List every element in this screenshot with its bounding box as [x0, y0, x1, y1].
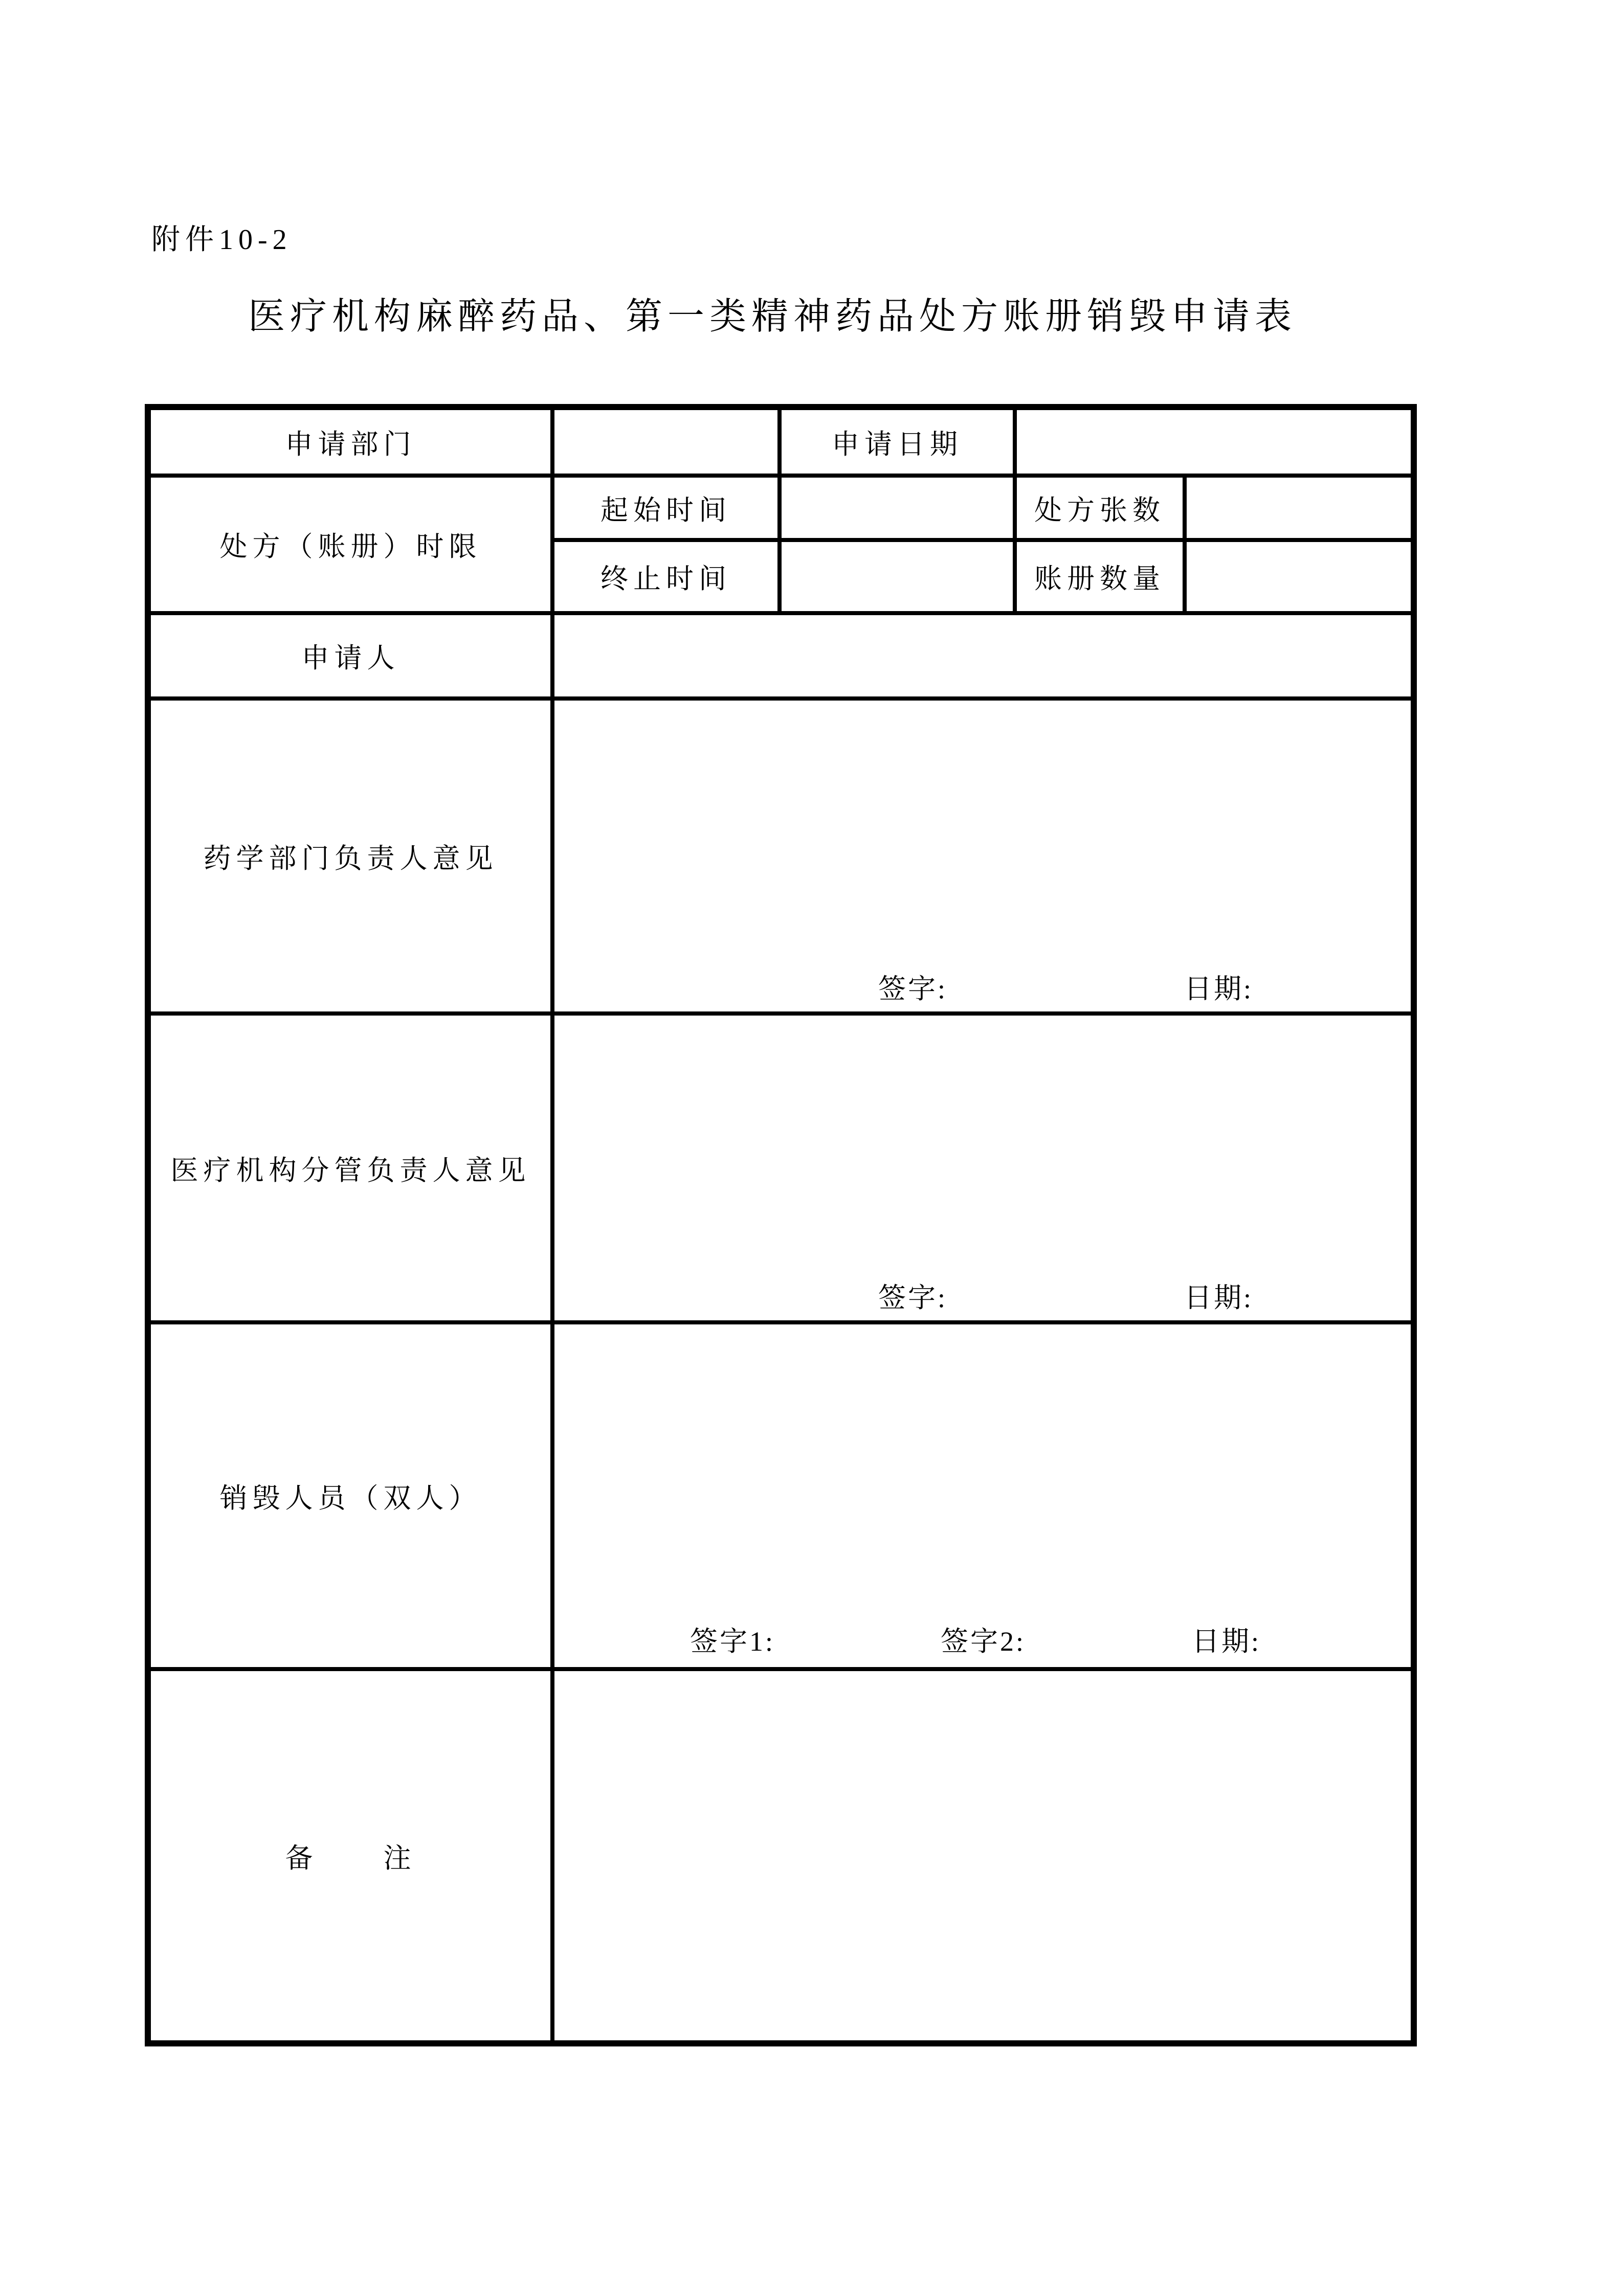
- applicant-value-cell[interactable]: [552, 613, 1414, 699]
- rx-sheets-label: 处方张数: [1015, 476, 1185, 540]
- pharmacy-date-label: 日期:: [1184, 974, 1254, 1004]
- supervisor-opinion-cell[interactable]: [552, 1014, 1414, 1322]
- pharmacy-sign-label: 签字:: [878, 974, 948, 1004]
- pharmacy-opinion-cell[interactable]: [552, 699, 1414, 1014]
- remarks-label: 备 注: [148, 1669, 552, 2043]
- pharmacy-opinion-label: 药学部门负责人意见: [148, 699, 552, 1014]
- rx-sheets-value-cell[interactable]: [1185, 476, 1414, 540]
- table-row-remarks: [148, 1669, 1414, 2043]
- end-time-value-cell[interactable]: [780, 540, 1015, 613]
- destroy-sign1-label: 签字1:: [690, 1626, 775, 1657]
- ledger-qty-value-cell[interactable]: [1185, 540, 1414, 613]
- table-row-pharmacy-opinion: [148, 699, 1414, 1014]
- supervisor-date-label: 日期:: [1184, 1282, 1254, 1313]
- table-row-apply: [148, 407, 1414, 476]
- destroy-sign2-label: 签字2:: [941, 1626, 1026, 1657]
- apply-date-value-cell[interactable]: [1015, 407, 1414, 476]
- applicant-label: 申请人: [148, 613, 552, 699]
- table-row-applicant: [148, 613, 1414, 699]
- destroy-staff-label: 销毁人员（双人）: [148, 1322, 552, 1669]
- destroy-staff-cell[interactable]: [552, 1322, 1414, 1669]
- apply-date-label: 申请日期: [780, 407, 1015, 476]
- application-form-table: [145, 404, 1417, 2046]
- form-title: 医疗机构麻醉药品、第一类精神药品处方账册销毁申请表: [248, 296, 1297, 337]
- table-row-destroy-staff: [148, 1322, 1414, 1669]
- ledger-qty-label: 账册数量: [1015, 540, 1185, 613]
- supervisor-sign-label: 签字:: [878, 1282, 948, 1313]
- attachment-number-label: 附件10-2: [151, 224, 292, 256]
- start-time-label: 起始时间: [552, 476, 780, 540]
- remarks-value-cell[interactable]: [552, 1669, 1414, 2043]
- apply-dept-label: 申请部门: [148, 407, 552, 476]
- table-row-supervisor-opinion: [148, 1014, 1414, 1322]
- start-time-value-cell[interactable]: [780, 476, 1015, 540]
- period-label: 处方（账册）时限: [148, 476, 552, 613]
- apply-dept-value-cell[interactable]: [552, 407, 780, 476]
- destroy-date-label: 日期:: [1192, 1626, 1261, 1657]
- table-row-period-start: [148, 476, 1414, 540]
- supervisor-opinion-label: 医疗机构分管负责人意见: [148, 1014, 552, 1322]
- end-time-label: 终止时间: [552, 540, 780, 613]
